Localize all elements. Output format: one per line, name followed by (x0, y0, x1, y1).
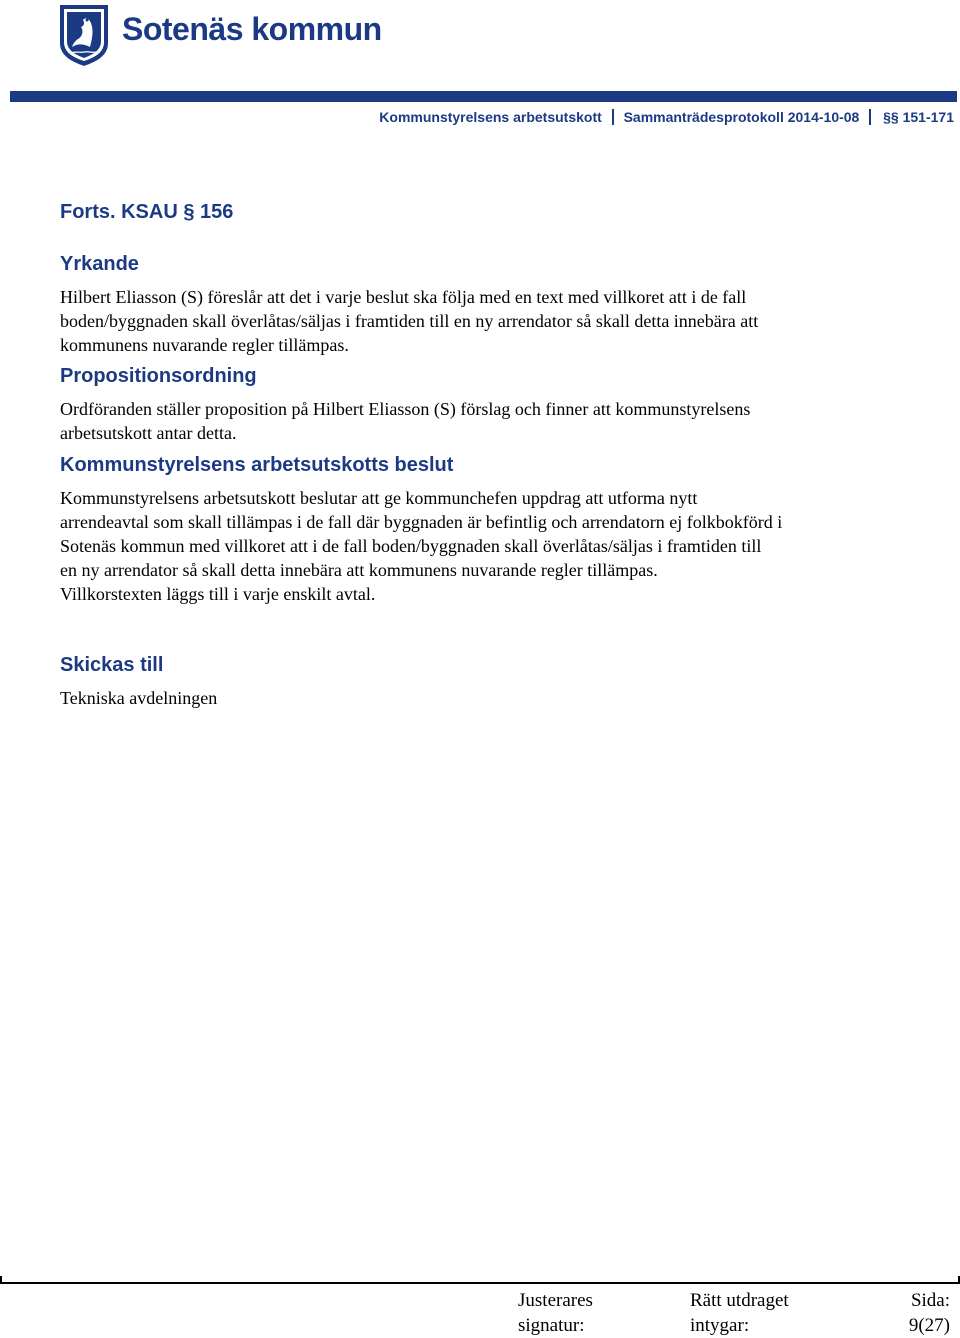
text-line: en ny arrendator så skall detta innebära att kommunens nuvarande regler tillämpas. (60, 560, 658, 580)
recipient: Tekniska avdelningen (60, 688, 218, 708)
running-head-body: Kommunstyrelsens arbetsutskott (379, 109, 602, 125)
page-number: 9(27) (908, 1315, 950, 1336)
extract-label: Rätt utdraget (690, 1290, 789, 1311)
text-line: Villkorstexten läggs till i varje enskilt avtal. (60, 584, 376, 604)
propositionsordning-paragraph (60, 397, 920, 445)
running-head-separator (869, 109, 871, 125)
signature-field (518, 1288, 593, 1338)
footer-rule (0, 1282, 960, 1284)
yrkande-paragraph (60, 285, 920, 357)
text-line: boden/byggnaden skall överlåtas/säljas i framtiden till en ny arrendator så skall detta innebära att (60, 311, 759, 331)
skickas-till-heading: Skickas till (60, 654, 164, 676)
page-indicator (909, 1288, 950, 1338)
extract-label: intygar: (690, 1315, 750, 1336)
text-line: Kommunstyrelsens arbetsutskott beslutar att ge kommunchefen uppdrag att utforma nytt (60, 488, 698, 508)
extract-certification-field (690, 1288, 789, 1338)
header-rule (10, 91, 957, 102)
text-line: kommunens nuvarande regler tillämpas. (60, 335, 349, 355)
running-head-section-mark: §§ (883, 109, 899, 125)
running-head-separator (612, 109, 614, 125)
text-line: Hilbert Eliasson (S) föreslår att det i varje beslut ska följa med en text med villkoret att i de fall (60, 287, 747, 307)
yrkande-heading: Yrkande (60, 253, 139, 275)
municipality-logo (58, 3, 382, 73)
running-head (379, 109, 954, 125)
text-line: arbetsutskott antar detta. (60, 423, 237, 443)
page-label: Sida: (910, 1290, 950, 1311)
beslut-paragraph (60, 486, 920, 606)
running-head-date: 2014-10-08 (787, 109, 860, 125)
beslut-heading: Kommunstyrelsens arbetsutskotts beslut (60, 454, 454, 476)
propositionsordning-heading: Propositionsordning (60, 365, 257, 387)
text-line: Ordföranden ställer proposition på Hilbert Eliasson (S) förslag och finner att kommunstyrelsens (60, 399, 751, 419)
text-line: Sotenäs kommun med villkoret att i de fall boden/byggnaden skall överlåtas/säljas i framtiden till (60, 536, 762, 556)
text-line: arrendeavtal som skall tillämpas i de fall där byggnaden är befintlig och arrendatorn ej folkbokförd i (60, 512, 783, 532)
running-head-doc-type: Sammanträdesprotokoll (623, 109, 784, 125)
coat-of-arms-icon (58, 3, 110, 67)
continued-heading: Forts. KSAU § 156 (60, 201, 234, 223)
running-head-sections: 151-171 (902, 109, 954, 125)
logo-text: Sotenäs kommun (122, 11, 382, 47)
signature-label: Justerares (518, 1290, 593, 1311)
signature-label: signatur: (518, 1315, 585, 1336)
document-body (60, 196, 920, 710)
